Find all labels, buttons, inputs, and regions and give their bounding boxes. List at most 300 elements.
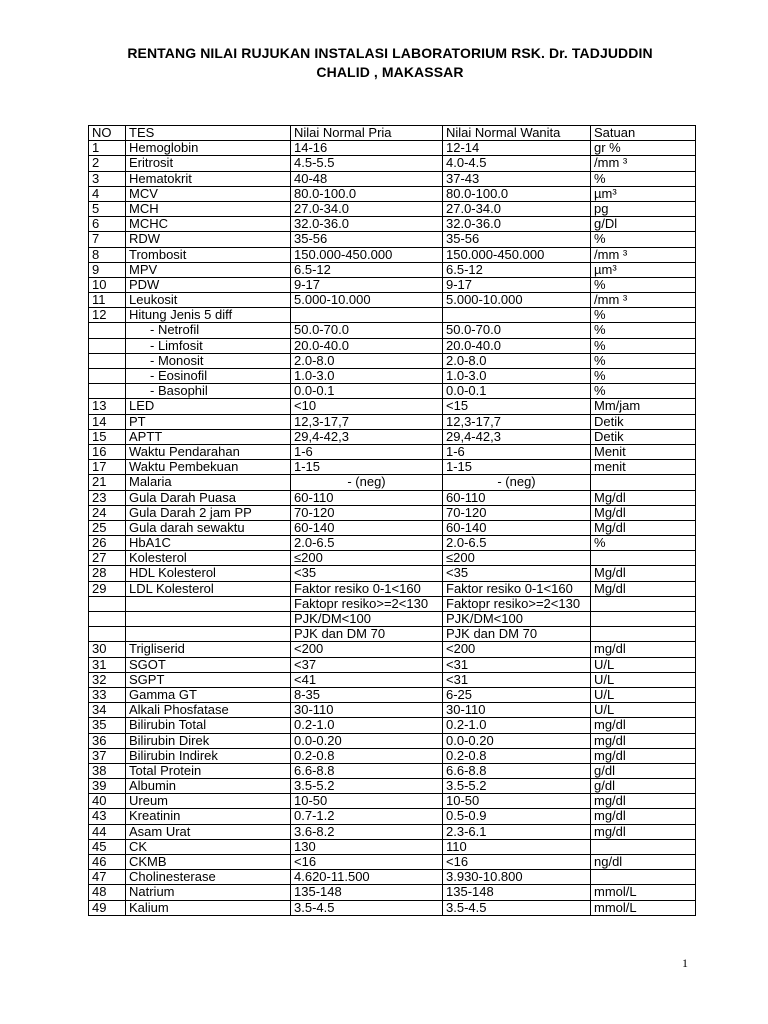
- cell-tes: - Eosinofil: [126, 369, 291, 384]
- cell-tes: HDL Kolesterol: [126, 566, 291, 581]
- cell-no: 17: [89, 460, 126, 475]
- cell-tes: Bilirubin Direk: [126, 733, 291, 748]
- cell-nilai-pria: 0.7-1.2: [291, 809, 443, 824]
- cell-nilai-pria: <37: [291, 657, 443, 672]
- cell-satuan: mg/dl: [591, 824, 696, 839]
- cell-no: 34: [89, 703, 126, 718]
- table-row: [89, 794, 696, 809]
- cell-satuan: µm³: [591, 262, 696, 277]
- cell-satuan: g/dl: [591, 763, 696, 778]
- table-row: [89, 581, 696, 596]
- table-row: [89, 444, 696, 459]
- cell-satuan: menit: [591, 460, 696, 475]
- cell-no: 32: [89, 672, 126, 687]
- cell-nilai-wanita: 3.930-10.800: [443, 870, 591, 885]
- cell-nilai-wanita: 29,4-42,3: [443, 429, 591, 444]
- cell-nilai-wanita: 2.0-8.0: [443, 353, 591, 368]
- table-row: [89, 505, 696, 520]
- cell-nilai-pria: 0.2-0.8: [291, 748, 443, 763]
- cell-tes: Asam Urat: [126, 824, 291, 839]
- cell-nilai-wanita: 5.000-10.000: [443, 293, 591, 308]
- cell-tes: Gula darah sewaktu: [126, 520, 291, 535]
- cell-nilai-wanita: 3.5-5.2: [443, 779, 591, 794]
- cell-no: [89, 384, 126, 399]
- cell-satuan: %: [591, 171, 696, 186]
- cell-no: 14: [89, 414, 126, 429]
- cell-nilai-wanita: 0.0-0.1: [443, 384, 591, 399]
- cell-nilai-wanita: 32.0-36.0: [443, 217, 591, 232]
- cell-no: 47: [89, 870, 126, 885]
- cell-nilai-wanita: 6.6-8.8: [443, 763, 591, 778]
- table-row: [89, 217, 696, 232]
- table-row: [89, 596, 696, 611]
- table-row: [89, 657, 696, 672]
- cell-tes: Kolesterol: [126, 551, 291, 566]
- cell-nilai-wanita: [443, 308, 591, 323]
- cell-tes: MCHC: [126, 217, 291, 232]
- cell-nilai-pria: 130: [291, 839, 443, 854]
- table-row: [89, 308, 696, 323]
- table-header-row: [89, 126, 696, 141]
- cell-nilai-wanita: <200: [443, 642, 591, 657]
- cell-nilai-pria: 50.0-70.0: [291, 323, 443, 338]
- table-row: [89, 809, 696, 824]
- table-row: [89, 338, 696, 353]
- cell-tes: SGPT: [126, 672, 291, 687]
- cell-satuan: %: [591, 353, 696, 368]
- cell-nilai-wanita: 50.0-70.0: [443, 323, 591, 338]
- cell-nilai-pria: 150.000-450.000: [291, 247, 443, 262]
- table-row: [89, 839, 696, 854]
- cell-nilai-pria: <200: [291, 642, 443, 657]
- cell-satuan: /mm ³: [591, 247, 696, 262]
- table-row: [89, 687, 696, 702]
- document-title-line-1: RENTANG NILAI RUJUKAN INSTALASI LABORATORIUM RSK. Dr. TADJUDDIN: [127, 45, 653, 61]
- table-row: [89, 612, 696, 627]
- cell-no: 38: [89, 763, 126, 778]
- cell-nilai-pria: <41: [291, 672, 443, 687]
- cell-satuan: [591, 551, 696, 566]
- cell-nilai-pria: 20.0-40.0: [291, 338, 443, 353]
- cell-nilai-wanita: PJK dan DM 70: [443, 627, 591, 642]
- cell-nilai-wanita: 0.2-1.0: [443, 718, 591, 733]
- table-row: [89, 627, 696, 642]
- cell-nilai-wanita: 135-148: [443, 885, 591, 900]
- cell-nilai-wanita: 12-14: [443, 141, 591, 156]
- table-row: [89, 384, 696, 399]
- cell-tes: Waktu Pembekuan: [126, 460, 291, 475]
- cell-nilai-pria: 2.0-6.5: [291, 536, 443, 551]
- cell-satuan: mg/dl: [591, 718, 696, 733]
- cell-nilai-pria: 10-50: [291, 794, 443, 809]
- cell-no: [89, 612, 126, 627]
- cell-tes: [126, 627, 291, 642]
- cell-satuan: ng/dl: [591, 855, 696, 870]
- cell-nilai-wanita: Faktopr resiko>=2<130: [443, 596, 591, 611]
- cell-nilai-pria: PJK dan DM 70: [291, 627, 443, 642]
- cell-nilai-pria: 32.0-36.0: [291, 217, 443, 232]
- cell-no: 33: [89, 687, 126, 702]
- cell-tes: - Netrofil: [126, 323, 291, 338]
- table-body: [89, 141, 696, 916]
- cell-nilai-pria: <35: [291, 566, 443, 581]
- cell-tes: MCV: [126, 186, 291, 201]
- cell-nilai-pria: 1-15: [291, 460, 443, 475]
- cell-no: 37: [89, 748, 126, 763]
- table-row: [89, 870, 696, 885]
- cell-tes: Trombosit: [126, 247, 291, 262]
- cell-nilai-wanita: 35-56: [443, 232, 591, 247]
- table-row: [89, 551, 696, 566]
- cell-no: [89, 353, 126, 368]
- cell-no: 5: [89, 201, 126, 216]
- cell-nilai-pria: 6.6-8.8: [291, 763, 443, 778]
- cell-satuan: pg: [591, 201, 696, 216]
- cell-nilai-wanita: 1-15: [443, 460, 591, 475]
- cell-tes: Bilirubin Total: [126, 718, 291, 733]
- cell-nilai-pria: 3.5-4.5: [291, 900, 443, 915]
- cell-satuan: mg/dl: [591, 794, 696, 809]
- header-nilai-pria: Nilai Normal Pria: [291, 126, 443, 141]
- cell-satuan: U/L: [591, 687, 696, 702]
- table-row: [89, 247, 696, 262]
- table-row: [89, 141, 696, 156]
- cell-no: 13: [89, 399, 126, 414]
- reference-values-table: [88, 125, 696, 916]
- cell-satuan: [591, 596, 696, 611]
- cell-nilai-wanita: <31: [443, 657, 591, 672]
- table-row: [89, 232, 696, 247]
- cell-satuan: %: [591, 369, 696, 384]
- cell-nilai-wanita: 12,3-17,7: [443, 414, 591, 429]
- cell-no: [89, 596, 126, 611]
- cell-tes: Leukosit: [126, 293, 291, 308]
- table-row: [89, 414, 696, 429]
- cell-nilai-pria: 1.0-3.0: [291, 369, 443, 384]
- cell-no: 9: [89, 262, 126, 277]
- cell-nilai-pria: 4.620-11.500: [291, 870, 443, 885]
- cell-nilai-pria: 9-17: [291, 277, 443, 292]
- cell-tes: LED: [126, 399, 291, 414]
- cell-satuan: mg/dl: [591, 642, 696, 657]
- cell-tes: Hematokrit: [126, 171, 291, 186]
- cell-nilai-pria: 135-148: [291, 885, 443, 900]
- cell-nilai-pria: 8-35: [291, 687, 443, 702]
- cell-nilai-pria: 5.000-10.000: [291, 293, 443, 308]
- cell-no: 6: [89, 217, 126, 232]
- cell-no: 35: [89, 718, 126, 733]
- cell-nilai-pria: ≤200: [291, 551, 443, 566]
- table-row: [89, 201, 696, 216]
- cell-satuan: mg/dl: [591, 748, 696, 763]
- table-row: [89, 885, 696, 900]
- header-satuan: Satuan: [591, 126, 696, 141]
- cell-tes: Total Protein: [126, 763, 291, 778]
- cell-nilai-wanita: <15: [443, 399, 591, 414]
- cell-tes: Alkali Phosfatase: [126, 703, 291, 718]
- table-row: [89, 293, 696, 308]
- cell-no: 44: [89, 824, 126, 839]
- cell-tes: Gula Darah Puasa: [126, 490, 291, 505]
- cell-satuan: /mm ³: [591, 293, 696, 308]
- table-row: [89, 369, 696, 384]
- cell-tes: Natrium: [126, 885, 291, 900]
- cell-satuan: Detik: [591, 429, 696, 444]
- cell-no: [89, 369, 126, 384]
- table-row: [89, 399, 696, 414]
- cell-no: 11: [89, 293, 126, 308]
- cell-no: 27: [89, 551, 126, 566]
- cell-tes: Malaria: [126, 475, 291, 490]
- cell-satuan: %: [591, 232, 696, 247]
- cell-nilai-pria: 12,3-17,7: [291, 414, 443, 429]
- cell-tes: Kreatinin: [126, 809, 291, 824]
- cell-nilai-wanita: 20.0-40.0: [443, 338, 591, 353]
- cell-tes: RDW: [126, 232, 291, 247]
- cell-nilai-wanita: <35: [443, 566, 591, 581]
- table-row: [89, 277, 696, 292]
- cell-nilai-pria: 1-6: [291, 444, 443, 459]
- cell-nilai-wanita: 6-25: [443, 687, 591, 702]
- cell-satuan: Menit: [591, 444, 696, 459]
- cell-tes: Trigliserid: [126, 642, 291, 657]
- cell-nilai-wanita: 6.5-12: [443, 262, 591, 277]
- cell-tes: Eritrosit: [126, 156, 291, 171]
- cell-nilai-pria: 40-48: [291, 171, 443, 186]
- cell-no: 3: [89, 171, 126, 186]
- cell-nilai-wanita: PJK/DM<100: [443, 612, 591, 627]
- cell-nilai-pria: 60-110: [291, 490, 443, 505]
- cell-satuan: %: [591, 384, 696, 399]
- cell-satuan: /mm ³: [591, 156, 696, 171]
- cell-nilai-pria: 3.6-8.2: [291, 824, 443, 839]
- cell-no: 29: [89, 581, 126, 596]
- table-row: [89, 733, 696, 748]
- cell-tes: Bilirubin Indirek: [126, 748, 291, 763]
- cell-tes: LDL Kolesterol: [126, 581, 291, 596]
- cell-no: 40: [89, 794, 126, 809]
- cell-nilai-wanita: <31: [443, 672, 591, 687]
- cell-tes: Gula Darah 2 jam PP: [126, 505, 291, 520]
- cell-nilai-wanita: 150.000-450.000: [443, 247, 591, 262]
- cell-satuan: U/L: [591, 657, 696, 672]
- cell-satuan: %: [591, 277, 696, 292]
- cell-no: 15: [89, 429, 126, 444]
- cell-satuan: µm³: [591, 186, 696, 201]
- cell-tes: - Monosit: [126, 353, 291, 368]
- cell-nilai-pria: 35-56: [291, 232, 443, 247]
- cell-tes: MCH: [126, 201, 291, 216]
- table-row: [89, 824, 696, 839]
- cell-tes: Hitung Jenis 5 diff: [126, 308, 291, 323]
- table-row: [89, 536, 696, 551]
- cell-satuan: [591, 870, 696, 885]
- cell-nilai-wanita: 80.0-100.0: [443, 186, 591, 201]
- cell-nilai-pria: PJK/DM<100: [291, 612, 443, 627]
- cell-nilai-wanita: 37-43: [443, 171, 591, 186]
- cell-satuan: [591, 612, 696, 627]
- cell-nilai-wanita: 2.0-6.5: [443, 536, 591, 551]
- cell-nilai-wanita: 3.5-4.5: [443, 900, 591, 915]
- cell-no: 25: [89, 520, 126, 535]
- table-row: [89, 262, 696, 277]
- cell-satuan: mmol/L: [591, 885, 696, 900]
- cell-nilai-wanita: 70-120: [443, 505, 591, 520]
- cell-nilai-pria: - (neg): [291, 475, 443, 490]
- cell-nilai-pria: Faktopr resiko>=2<130: [291, 596, 443, 611]
- table-row: [89, 779, 696, 794]
- cell-no: [89, 323, 126, 338]
- cell-nilai-wanita: 10-50: [443, 794, 591, 809]
- cell-no: 4: [89, 186, 126, 201]
- cell-nilai-pria: 70-120: [291, 505, 443, 520]
- cell-nilai-wanita: 0.5-0.9: [443, 809, 591, 824]
- cell-satuan: Mg/dl: [591, 566, 696, 581]
- cell-no: 8: [89, 247, 126, 262]
- cell-tes: HbA1C: [126, 536, 291, 551]
- cell-satuan: Mm/jam: [591, 399, 696, 414]
- cell-no: 10: [89, 277, 126, 292]
- table-row: [89, 855, 696, 870]
- cell-satuan: [591, 475, 696, 490]
- cell-tes: [126, 596, 291, 611]
- cell-nilai-pria: 4.5-5.5: [291, 156, 443, 171]
- table-row: [89, 171, 696, 186]
- cell-satuan: Mg/dl: [591, 581, 696, 596]
- cell-tes: MPV: [126, 262, 291, 277]
- cell-satuan: %: [591, 308, 696, 323]
- cell-satuan: %: [591, 323, 696, 338]
- cell-satuan: U/L: [591, 672, 696, 687]
- cell-nilai-pria: 0.0-0.1: [291, 384, 443, 399]
- cell-nilai-pria: 6.5-12: [291, 262, 443, 277]
- cell-no: 2: [89, 156, 126, 171]
- cell-satuan: mmol/L: [591, 900, 696, 915]
- cell-satuan: Mg/dl: [591, 490, 696, 505]
- cell-nilai-pria: 14-16: [291, 141, 443, 156]
- cell-nilai-wanita: Faktor resiko 0-1<160: [443, 581, 591, 596]
- cell-no: 23: [89, 490, 126, 505]
- cell-no: 36: [89, 733, 126, 748]
- cell-satuan: gr %: [591, 141, 696, 156]
- cell-no: 39: [89, 779, 126, 794]
- cell-nilai-wanita: 110: [443, 839, 591, 854]
- cell-no: 45: [89, 839, 126, 854]
- table-row: [89, 566, 696, 581]
- table-row: [89, 353, 696, 368]
- cell-no: 26: [89, 536, 126, 551]
- cell-tes: APTT: [126, 429, 291, 444]
- cell-nilai-pria: <10: [291, 399, 443, 414]
- cell-nilai-pria: 30-110: [291, 703, 443, 718]
- table-row: [89, 763, 696, 778]
- cell-nilai-wanita: 60-140: [443, 520, 591, 535]
- cell-nilai-pria: [291, 308, 443, 323]
- cell-no: 43: [89, 809, 126, 824]
- cell-no: 49: [89, 900, 126, 915]
- cell-nilai-wanita: 0.2-0.8: [443, 748, 591, 763]
- cell-satuan: mg/dl: [591, 733, 696, 748]
- cell-tes: Albumin: [126, 779, 291, 794]
- cell-nilai-pria: 0.2-1.0: [291, 718, 443, 733]
- table-row: [89, 186, 696, 201]
- cell-nilai-pria: 80.0-100.0: [291, 186, 443, 201]
- cell-nilai-wanita: 9-17: [443, 277, 591, 292]
- cell-tes: PDW: [126, 277, 291, 292]
- cell-no: 31: [89, 657, 126, 672]
- header-no: NO: [89, 126, 126, 141]
- cell-no: 21: [89, 475, 126, 490]
- cell-tes: Gamma GT: [126, 687, 291, 702]
- cell-nilai-wanita: ≤200: [443, 551, 591, 566]
- cell-nilai-pria: Faktor resiko 0-1<160: [291, 581, 443, 596]
- cell-tes: - Limfosit: [126, 338, 291, 353]
- cell-tes: Waktu Pendarahan: [126, 444, 291, 459]
- cell-no: [89, 627, 126, 642]
- cell-satuan: [591, 839, 696, 854]
- cell-nilai-pria: 29,4-42,3: [291, 429, 443, 444]
- table-row: [89, 672, 696, 687]
- table-row: [89, 520, 696, 535]
- cell-satuan: %: [591, 536, 696, 551]
- header-tes: TES: [126, 126, 291, 141]
- cell-no: 24: [89, 505, 126, 520]
- table-row: [89, 156, 696, 171]
- cell-nilai-wanita: 30-110: [443, 703, 591, 718]
- table-row: [89, 475, 696, 490]
- cell-satuan: [591, 627, 696, 642]
- cell-nilai-pria: 0.0-0.20: [291, 733, 443, 748]
- table-row: [89, 429, 696, 444]
- cell-no: 1: [89, 141, 126, 156]
- cell-nilai-wanita: 1-6: [443, 444, 591, 459]
- cell-no: 46: [89, 855, 126, 870]
- table-row: [89, 642, 696, 657]
- cell-nilai-pria: 60-140: [291, 520, 443, 535]
- cell-tes: CKMB: [126, 855, 291, 870]
- cell-tes: SGOT: [126, 657, 291, 672]
- table-row: [89, 900, 696, 915]
- cell-tes: PT: [126, 414, 291, 429]
- cell-no: 28: [89, 566, 126, 581]
- cell-no: 48: [89, 885, 126, 900]
- cell-nilai-wanita: 60-110: [443, 490, 591, 505]
- cell-satuan: g/Dl: [591, 217, 696, 232]
- cell-satuan: Mg/dl: [591, 520, 696, 535]
- cell-satuan: Detik: [591, 414, 696, 429]
- table-row: [89, 748, 696, 763]
- cell-tes: Ureum: [126, 794, 291, 809]
- cell-tes: Hemoglobin: [126, 141, 291, 156]
- cell-tes: [126, 612, 291, 627]
- cell-satuan: %: [591, 338, 696, 353]
- cell-no: 30: [89, 642, 126, 657]
- cell-nilai-pria: 27.0-34.0: [291, 201, 443, 216]
- cell-nilai-wanita: 4.0-4.5: [443, 156, 591, 171]
- cell-nilai-pria: 2.0-8.0: [291, 353, 443, 368]
- cell-satuan: Mg/dl: [591, 505, 696, 520]
- document-title-line-2: CHALID , MAKASSAR: [316, 64, 464, 80]
- cell-satuan: U/L: [591, 703, 696, 718]
- cell-tes: - Basophil: [126, 384, 291, 399]
- cell-satuan: g/dl: [591, 779, 696, 794]
- table-row: [89, 323, 696, 338]
- cell-nilai-wanita: 2.3-6.1: [443, 824, 591, 839]
- cell-nilai-pria: <16: [291, 855, 443, 870]
- document-title: [90, 44, 690, 82]
- table-row: [89, 703, 696, 718]
- cell-nilai-wanita: <16: [443, 855, 591, 870]
